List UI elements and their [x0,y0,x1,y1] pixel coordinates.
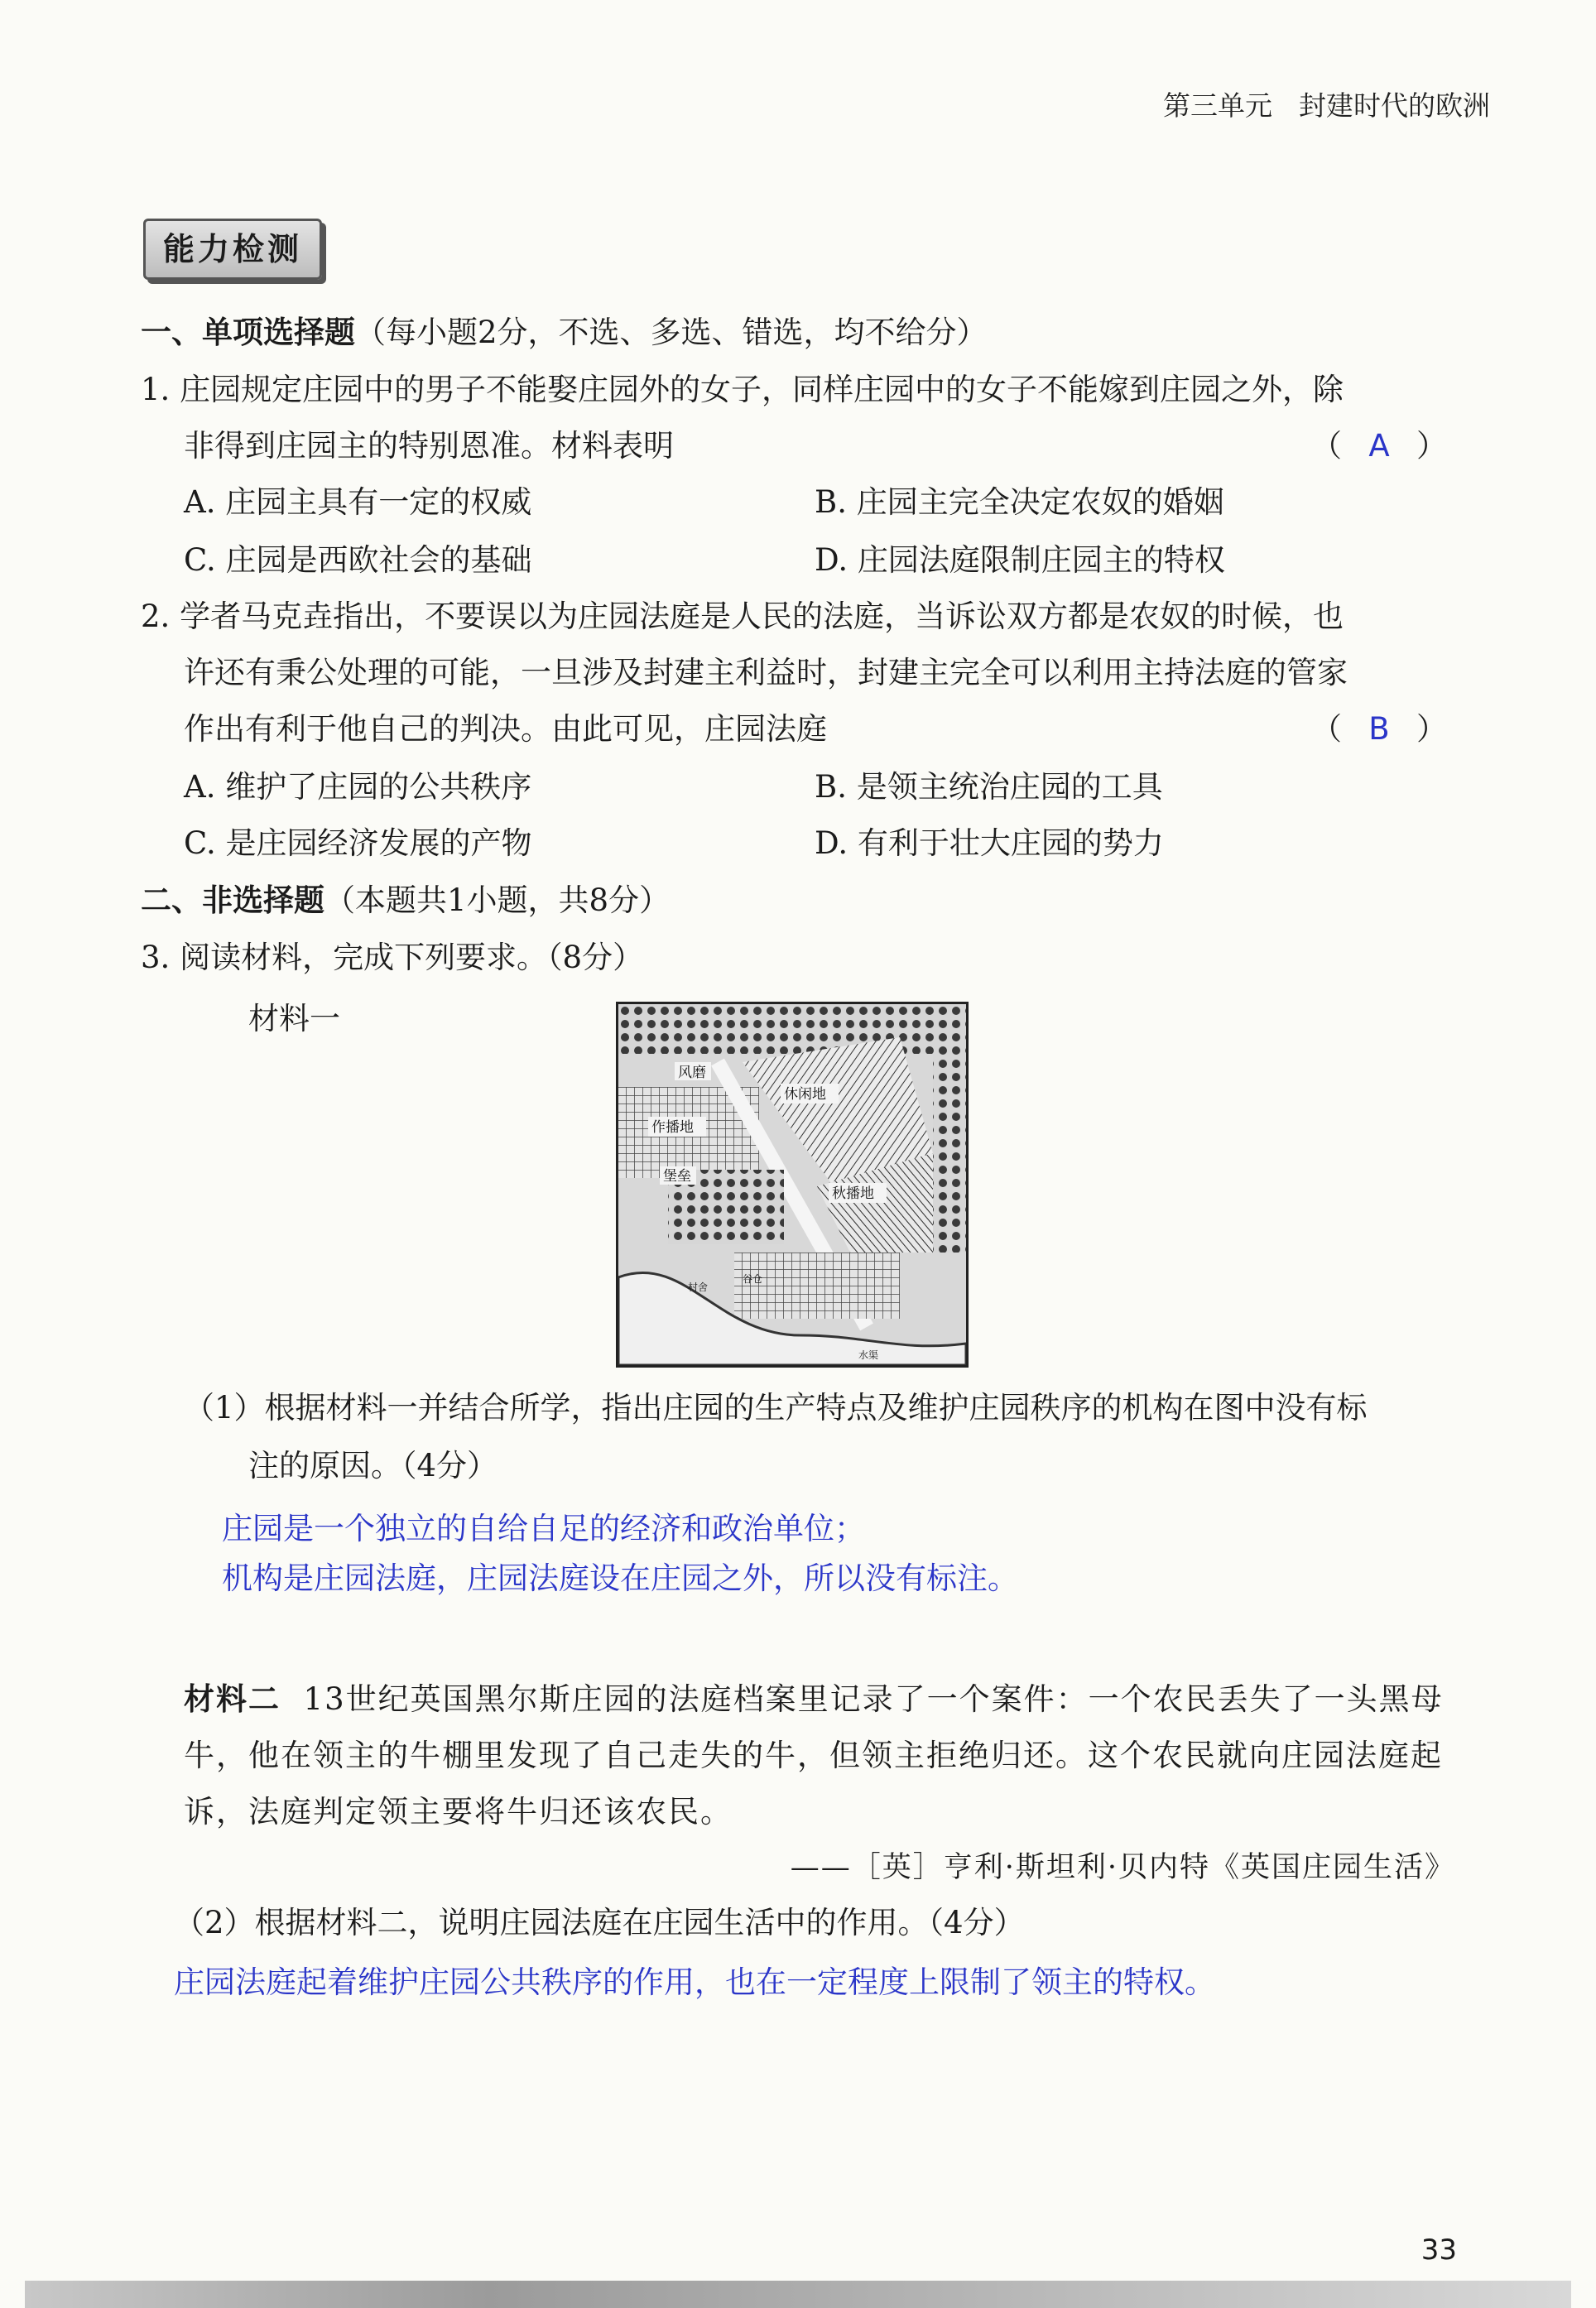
material2-block [184,1671,1454,1840]
label-mill: 风磨 [678,1065,706,1081]
q1-option-b: B. 庄园主完全决定农奴的婚姻 [815,484,1224,520]
unit-title: 封建时代的欧洲 [1299,89,1490,122]
forest-area [618,1004,966,1054]
manor-map-image [616,1002,969,1368]
label-fallow: 休闲地 [784,1086,826,1103]
q1-option-d: D. 庄园法庭限制庄园主的特权 [815,542,1225,578]
part2-note: （本题共1小题，共8分） [324,882,671,918]
section-badge: 能力检测 [143,219,322,280]
material2-text: 13世纪英国黑尔斯庄园的法庭档案里记录了一个案件：一个农民丢失了一头黑母牛，他在领主的牛棚里发现了自己走失的牛，但领主拒绝归还。这个农民就向庄园法庭起诉，法庭判定领主要将牛归还该农民。 [184,1681,1444,1830]
q1-stem-line1: 1. 庄园规定庄园中的男子不能娶庄园外的女子，同样庄园中的女子不能嫁到庄园之外，除 [141,372,1344,407]
material2-label: 材料二 [184,1681,281,1717]
q1-option-c: C. 庄园是西欧社会的基础 [184,542,532,578]
east-woods [933,1004,966,1253]
q2-stem-line3: 作出有利于他自己的判决。由此可见，庄园法庭 [184,711,827,747]
footer-band [25,2281,1571,2308]
q2-option-a: A. 维护了庄园的公共秩序 [184,769,532,805]
q1-stem-line2: 非得到庄园主的特别恩准。材料表明 [184,428,674,464]
part2-title: 二、非选择题 [141,882,324,918]
q3-sub1-line1: （1）根据材料一并结合所学，指出庄园的生产特点及维护庄园秩序的机构在图中没有标 [184,1390,1368,1426]
q3-sub2-answer: 庄园法庭起着维护庄园公共秩序的作用，也在一定程度上限制了领主的特权。 [174,1964,1215,2000]
label-cottage: 村舍 [688,1281,709,1293]
q2-stem-line1: 2. 学者马克垚指出，不要误以为庄园法庭是人民的法庭，当诉讼双方都是农奴的时候，也 [141,599,1344,634]
village [734,1253,900,1319]
unit-label: 第三单元 [1163,89,1272,122]
q2-answer-bracket: （ B ） [1311,711,1447,747]
running-header [1163,84,1490,123]
label-water: 水渠 [858,1349,879,1361]
q3-stem: 3. 阅读材料，完成下列要求。（8分） [141,940,644,975]
page-number: 33 [1421,2233,1457,2267]
part1-title: 一、单项选择题 [141,314,355,350]
label-spring: 作播地 [651,1119,694,1136]
q3-sub1-answer-line2: 机构是庄园法庭，庄园法庭设在庄园之外，所以没有标注。 [222,1560,1018,1596]
label-autumn: 秋播地 [832,1185,874,1202]
q2-option-c: C. 是庄园经济发展的产物 [184,825,532,861]
label-barn: 谷仓 [743,1273,763,1285]
manor-map-illustration [618,1004,966,1365]
q2-stem-line2: 许还有秉公处理的可能，一旦涉及封建主利益时，封建主完全可以利用主持法庭的管家 [184,655,1348,690]
q2-option-d: D. 有利于壮大庄园的势力 [815,825,1164,861]
part2-heading [141,881,670,920]
q1-answer-bracket: （ A ） [1311,428,1447,464]
q2-answer: B [1368,711,1390,747]
part1-heading [141,313,988,352]
q3-sub1-answer-line1: 庄园是一个独立的自给自足的经济和政治单位； [222,1511,865,1546]
q3-sub1-line2: 注的原因。（4分） [248,1448,498,1483]
q3-sub2: （2）根据材料二，说明庄园法庭在庄园生活中的作用。（4分） [174,1905,1025,1940]
part1-note: （每小题2分，不选、多选、错选，均不给分） [355,315,988,350]
material2-source: ——［英］亨利·斯坦利·贝内特《英国庄园生活》 [790,1851,1455,1884]
material1-label: 材料一 [248,1001,340,1036]
q2-option-b: B. 是领主统治庄园的工具 [815,769,1163,805]
label-fort: 堡垒 [663,1168,691,1185]
q1-option-a: A. 庄园主具有一定的权威 [184,484,532,520]
q1-answer: A [1368,428,1390,464]
